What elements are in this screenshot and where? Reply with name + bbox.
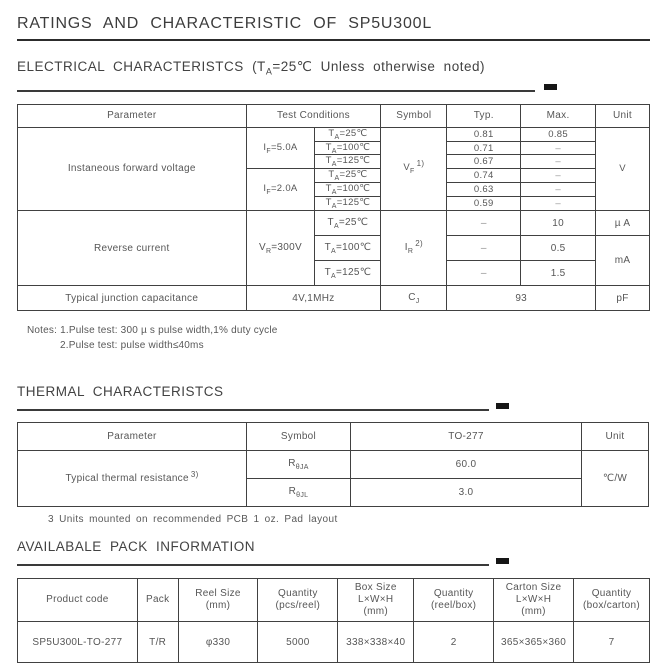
ir-typ: – (447, 236, 521, 261)
symbol-ir: $I_R^{2)}$ (381, 211, 447, 286)
cond-ta: $T_A=25℃$ (315, 169, 381, 183)
cond-ta: $T_A=125℃$ (315, 197, 381, 211)
pack-information-table (17, 578, 650, 663)
header-box-size: Box Size L×W×H (mm) (338, 579, 414, 622)
symbol-cj: $C_J$ (381, 286, 447, 311)
note-2: 2.Pulse test: pulse width≤40ms (60, 340, 204, 352)
header-pack: Pack (137, 579, 178, 622)
thermal-heading-underline (17, 402, 650, 412)
rule-end-square (496, 558, 509, 564)
header-parameter: Parameter (18, 104, 247, 127)
ir-max: 0.5 (521, 236, 596, 261)
header-unit: Unit (596, 104, 650, 127)
param-junction-capacitance: Typical junction capacitance (18, 286, 247, 311)
section-heading-thermal: THERMAL CHARACTERISTCS (17, 384, 224, 400)
header-product-code: Product code (18, 579, 138, 622)
vf-typ: 0.63 (447, 183, 521, 197)
cond-ta: $T_A=125℃$ (315, 261, 381, 286)
vf-max: 0.85 (521, 127, 596, 141)
header-qty-box: Quantity (reel/box) (414, 579, 494, 622)
cond-ta: $T_A=125℃$ (315, 155, 381, 169)
cond-vr-300v: $V_R=300V$ (246, 211, 315, 286)
thermal-note: 3 Units mounted on recommended PCB 1 oz. Pad layout (48, 514, 338, 526)
rthjl-value: 3.0 (351, 479, 582, 507)
pack-heading-underline (17, 557, 650, 567)
cell-product-code: SP5U300L-TO-277 (18, 622, 138, 663)
cell-reel-size: φ330 (178, 622, 258, 663)
vf-typ: 0.67 (447, 155, 521, 169)
rule-end-square (544, 84, 557, 90)
cell-qty-carton: 7 (574, 622, 650, 663)
unit-ma: mA (596, 236, 650, 286)
param-forward-voltage: Instaneous forward voltage (18, 127, 247, 210)
ir-max: 10 (521, 211, 596, 236)
vf-max: – (521, 183, 596, 197)
cell-carton-size: 365×365×360 (494, 622, 574, 663)
note-1: Notes: 1.Pulse test: 300 µ s pulse width,1% duty cycle (27, 325, 278, 337)
vf-max: – (521, 169, 596, 183)
rule-line (17, 564, 489, 566)
cond-cj: 4V,1MHz (246, 286, 381, 311)
thermal-characteristics-table (17, 422, 649, 507)
cj-value: 93 (447, 286, 596, 311)
header-qty-reel: Quantity (pcs/reel) (258, 579, 338, 622)
symbol-vf: $V_F^{1)}$ (381, 127, 447, 210)
unit-ua: µ A (596, 211, 650, 236)
header-package: TO-277 (351, 423, 582, 451)
electrical-heading-text: ELECTRICAL CHARACTERISTCS (17, 59, 244, 74)
electrical-heading-underline (17, 83, 650, 93)
ir-max: 1.5 (521, 261, 596, 286)
ir-row-0 (18, 211, 650, 236)
unit-pf: pF (596, 286, 650, 311)
title-underline (17, 39, 650, 41)
cell-qty-reel: 5000 (258, 622, 338, 663)
vf-max: – (521, 197, 596, 211)
vf-typ: 0.81 (447, 127, 521, 141)
cell-qty-box: 2 (414, 622, 494, 663)
symbol-rthja: $R_{\theta JA}$ (247, 451, 351, 479)
electrical-heading-condition: ($T_A=25℃$ Unless otherwise noted) (252, 59, 485, 77)
cj-row (18, 286, 650, 311)
vf-max: – (521, 141, 596, 155)
rthja-value: 60.0 (351, 451, 582, 479)
unit-cw: ℃/W (582, 451, 649, 507)
table-header-row (18, 579, 650, 622)
cond-ta: $T_A=100℃$ (315, 141, 381, 155)
header-typ: Typ. (447, 104, 521, 127)
symbol-rthjl: $R_{\theta JL}$ (247, 479, 351, 507)
param-reverse-current: Reverse current (18, 211, 247, 286)
header-reel-size: Reel Size (mm) (178, 579, 258, 622)
cond-if-2a: $I_F=2.0A$ (246, 169, 315, 211)
cell-box-size: 338×338×40 (338, 622, 414, 663)
ir-typ: – (447, 261, 521, 286)
electrical-characteristics-table (17, 104, 650, 311)
electrical-notes (17, 323, 650, 353)
header-symbol: Symbol (247, 423, 351, 451)
pack-data-row (18, 622, 650, 663)
cell-pack: T/R (137, 622, 178, 663)
vf-max: – (521, 155, 596, 169)
page-title: RATINGS AND CHARACTERISTIC OF SP5U300L (17, 15, 433, 32)
cond-ta: $T_A=100℃$ (315, 236, 381, 261)
header-parameter: Parameter (18, 423, 247, 451)
rule-end-square (496, 403, 509, 409)
vf-typ: 0.71 (447, 141, 521, 155)
vf-typ: 0.74 (447, 169, 521, 183)
header-test-conditions: Test Conditions (246, 104, 381, 127)
ir-typ: – (447, 211, 521, 236)
table-header-row (18, 104, 650, 127)
param-thermal-resistance: Typical thermal resistance $^{3)}$ (18, 451, 247, 507)
section-heading-pack: AVAILABALE PACK INFORMATION (17, 539, 256, 555)
cond-if-5a: $I_F=5.0A$ (246, 127, 315, 169)
header-carton-size: Carton Size L×W×H (mm) (494, 579, 574, 622)
cond-ta: $T_A=100℃$ (315, 183, 381, 197)
vf-typ: 0.59 (447, 197, 521, 211)
vf-row-0 (18, 127, 650, 141)
table-header-row (18, 423, 649, 451)
section-heading-electrical (17, 58, 650, 81)
header-max: Max. (521, 104, 596, 127)
header-symbol: Symbol (381, 104, 447, 127)
rule-line (17, 409, 489, 411)
cond-ta: $T_A=25℃$ (315, 211, 381, 236)
header-qty-carton: Quantity (box/carton) (574, 579, 650, 622)
unit-vf: V (596, 127, 650, 210)
thermal-row-0 (18, 451, 649, 479)
header-unit: Unit (582, 423, 649, 451)
cond-ta: $T_A=25℃$ (315, 127, 381, 141)
rule-line (17, 90, 535, 92)
